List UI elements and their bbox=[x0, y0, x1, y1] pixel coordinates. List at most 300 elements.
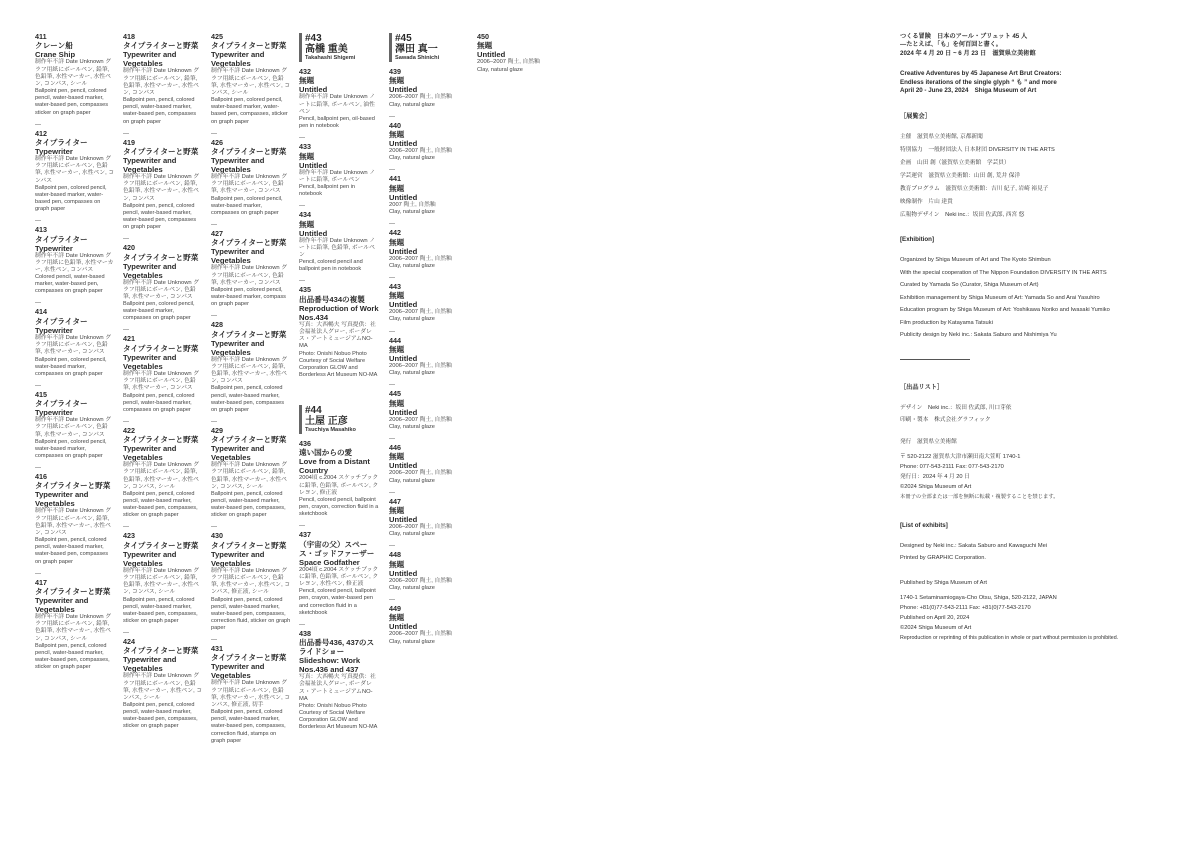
column-1 bbox=[35, 33, 115, 671]
title-en: Typewriter and Vegetables bbox=[123, 50, 177, 69]
title-en: Typewriter and Vegetables bbox=[35, 596, 89, 615]
title-jp: タイプライターと野菜 bbox=[211, 238, 287, 248]
title-jp: 出品番号436, 437のスライドショー bbox=[299, 638, 375, 657]
publisher-line: 発行 滋賀県立美術館 bbox=[900, 438, 957, 445]
entry-number: 450 bbox=[477, 32, 489, 41]
meta-jp: 制作年不詳 Date Unknown グラフ用紙にボールペン, 色鉛筆, 水性マーカー, コンパス bbox=[123, 370, 200, 392]
title-jp-line-2: —たとえば、「も」を何百回と書く。 bbox=[900, 41, 1002, 49]
entry-number: 438 bbox=[299, 628, 311, 638]
entry-number: 436 bbox=[299, 439, 311, 448]
credit-line: With the special cooperation of The Nippon Foundation DIVERSITY IN THE ARTS bbox=[900, 269, 1107, 276]
title-jp: タイプライター bbox=[35, 399, 88, 409]
entry-number: 419 bbox=[123, 137, 135, 147]
credit-line: Organized by Shiga Museum of Art and The Kyoto Shimbun bbox=[900, 257, 1051, 264]
meta-en: Ballpoint pen, pencil, colored pencil, water-based marker, water-based pen, compasses, sticker on graph paper bbox=[35, 642, 110, 671]
publisher-line: Published by Shiga Museum of Art bbox=[900, 579, 987, 586]
meta-en: Clay, natural glaze bbox=[389, 531, 435, 538]
entry-416 bbox=[35, 473, 115, 566]
entry-number: 418 bbox=[123, 32, 135, 41]
artist-number: #44 bbox=[305, 405, 322, 416]
artist-number: #45 bbox=[395, 33, 412, 44]
title-jp: 遠い国からの愛 bbox=[299, 448, 353, 458]
title-jp: 無題 bbox=[299, 76, 315, 86]
title-jp: タイプライターと野菜 bbox=[211, 653, 287, 663]
column-3 bbox=[211, 33, 291, 745]
meta-jp: 制作年不詳 Date Unknown グラフ用紙にボールペン, 鉛筆, 色鉛筆, 水性マーカー, 水性ペン, コンパス, シール bbox=[123, 567, 200, 596]
title-en: Untitled bbox=[389, 515, 418, 525]
separator: — bbox=[123, 524, 129, 531]
meta-jp: 制作年不詳 Date Unknown グラフ用紙にボールペン, 鉛筆, 色鉛筆, 水性マーカー, 水性ペン, コンパス bbox=[35, 508, 112, 537]
separator: — bbox=[389, 489, 395, 496]
entry-435 bbox=[299, 286, 379, 379]
entry-number: 413 bbox=[35, 225, 47, 235]
separator: — bbox=[299, 621, 305, 628]
column-2 bbox=[123, 33, 203, 731]
title-jp: 無題 bbox=[389, 183, 405, 193]
entry-448 bbox=[389, 551, 469, 592]
separator: — bbox=[389, 543, 395, 550]
entry-421 bbox=[123, 335, 203, 413]
entry-number: 425 bbox=[211, 32, 223, 41]
publisher-line: ©2024 Shiga Museum of Art bbox=[900, 483, 972, 490]
title-en: Untitled bbox=[389, 139, 418, 149]
entry-430 bbox=[211, 532, 291, 632]
meta-jp: 制作年不詳 Date Unknown グラフ用紙にボールペン, 色鉛筆, 水性マーカー, 水性ペン, コンパス, シール bbox=[211, 68, 291, 97]
meta-jp: 2006–2007 陶土, 自然釉 bbox=[389, 470, 452, 477]
entry-450 bbox=[477, 33, 557, 74]
meta-en: Ballpoint pen, colored pencil, water-based marker, water-based pen, compasses, sticker on graph paper bbox=[211, 97, 288, 125]
meta-en: Ballpoint pen, pencil, colored pencil, water-based marker, water-based pen, compasses, sticker on graph paper bbox=[211, 491, 286, 519]
separator: — bbox=[389, 274, 395, 281]
meta-en: Ballpoint pen, pencil, colored pencil, water-based marker, water-based pen, compasses, sticker on graph paper bbox=[123, 491, 198, 519]
title-jp: タイプライター bbox=[35, 138, 88, 147]
entry-445 bbox=[389, 390, 469, 431]
section-heading: ［展覧会］ bbox=[900, 113, 931, 121]
entry-422 bbox=[123, 427, 203, 520]
meta-en: Ballpoint pen, colored pencil, water-based marker, compasses on graph paper bbox=[123, 301, 195, 322]
separator: — bbox=[389, 113, 395, 120]
separator: — bbox=[123, 418, 129, 425]
title-jp: 無題 bbox=[477, 41, 493, 51]
title-en: Typewriter and Vegetables bbox=[35, 490, 89, 509]
title-en: Untitled bbox=[299, 228, 328, 238]
title-jp: 無題 bbox=[389, 506, 405, 516]
meta-jp: 2004頃 c.2004 スケッチブックに鉛筆, 色鉛筆, ボールペン, クレヨン, 水性ペン, 修正液 bbox=[299, 566, 379, 588]
title-jp: タイプライター bbox=[35, 316, 88, 326]
title-en: Typewriter bbox=[35, 243, 73, 253]
colophon bbox=[900, 33, 1170, 643]
separator: — bbox=[123, 130, 129, 137]
title-jp: 無題 bbox=[299, 219, 315, 229]
meta-en: Ballpoint pen, colored pencil, water-based marker, compasses on graph paper bbox=[211, 195, 283, 216]
artist-header-43 bbox=[299, 33, 379, 62]
credit-line: Publicity design by Neki inc.: Sakata Saburo and Nishimiya Yu bbox=[900, 332, 1057, 339]
publisher-line: ©2024 Shiga Museum of Art bbox=[900, 624, 972, 631]
entry-414 bbox=[35, 308, 115, 377]
title-en: Typewriter and Vegetables bbox=[123, 261, 177, 280]
title-en: Untitled bbox=[389, 192, 418, 202]
artist-name-jp: 土屋 正彦 bbox=[305, 416, 348, 427]
meta-en: Ballpoint pen, colored pencil, water-based marker, compasses on graph paper bbox=[35, 438, 107, 459]
meta-jp: 制作年不詳 Date Unknown グラフ用紙にボールペン, 色鉛筆, 水性マーカー, 水性ペン, コンパス, 修正液, 切手 bbox=[211, 680, 291, 709]
title-en: Untitled bbox=[389, 568, 418, 578]
meta-en: Photo: Onishi Nobuo Photo Courtesy of Social Welfare Corporation GLOW and Borderless Art Museum NO-MA bbox=[299, 350, 378, 378]
entry-438 bbox=[299, 630, 379, 732]
publisher-line: 〒 520-2122 滋賀県大津市瀬田南大萱町 1740-1 bbox=[900, 453, 1021, 460]
artist-name-jp: 澤田 真一 bbox=[395, 44, 438, 55]
column-6 bbox=[477, 33, 557, 74]
publisher-line: 発行日：2024 年 4 月 20 日 bbox=[900, 473, 970, 480]
entry-number: 424 bbox=[123, 636, 135, 646]
title-jp: 無題 bbox=[389, 344, 405, 354]
title-en: Untitled bbox=[389, 407, 418, 417]
meta-en: Clay, natural glaze bbox=[389, 209, 435, 216]
entry-number: 431 bbox=[211, 644, 223, 654]
title-jp: 無題 bbox=[389, 130, 405, 140]
meta-en: Ballpoint pen, colored pencil, water-based marker, compass on graph paper bbox=[211, 286, 286, 308]
entry-number: 414 bbox=[35, 307, 47, 317]
entry-number: 435 bbox=[299, 285, 311, 295]
entry-415 bbox=[35, 391, 115, 460]
title-en-line-1: Creative Adventures by 45 Japanese Art Brut Creators: bbox=[900, 70, 1062, 78]
meta-jp: 制作年不詳 Date Unknown グラフ用紙にボールペン, 色鉛筆, 水性マーカー, 水性ペン, コンパス, シール bbox=[123, 673, 203, 701]
entry-420 bbox=[123, 244, 203, 322]
entry-number: 422 bbox=[123, 425, 135, 435]
credit-line: 企画 山田 創（滋賀県立美術館 学芸員） bbox=[900, 160, 1010, 167]
artist-number: #43 bbox=[305, 33, 322, 44]
credit-line: Designed by Neki inc.: Sakata Saburo and Kawaguchi Mei bbox=[900, 542, 1048, 549]
entry-424 bbox=[123, 638, 203, 731]
meta-jp: 2006–2007 陶土, 自然釉 bbox=[389, 631, 452, 638]
publisher-line: Phone: +81(0)77-543-2111 Fax: +81(0)77-543-2170 bbox=[900, 604, 1031, 611]
meta-en: Pencil, colored pencil, ballpoint pen, crayon, water-based pen and correction fluid in a sketchbook bbox=[299, 588, 376, 616]
meta-en: Clay, natural glaze bbox=[389, 370, 435, 377]
credit-line: 主催 滋賀県立美術館, 京都新聞 bbox=[900, 134, 983, 141]
title-jp: タイプライターと野菜 bbox=[211, 540, 287, 550]
title-jp: 無題 bbox=[389, 613, 405, 623]
entry-449 bbox=[389, 605, 469, 646]
title-en: Untitled bbox=[389, 85, 418, 95]
entry-411 bbox=[35, 33, 115, 117]
entry-432 bbox=[299, 68, 379, 130]
title-jp: タイプライターと野菜 bbox=[123, 343, 199, 353]
entry-417 bbox=[35, 579, 115, 672]
meta-jp: 制作年不詳 Date Unknown グラフ用紙にボールペン, 鉛筆, 色鉛筆, 水性マーカー, 水性ペン, コンパス bbox=[123, 68, 200, 97]
title-en: Typewriter and Vegetables bbox=[211, 338, 265, 357]
entry-number: 434 bbox=[299, 210, 311, 220]
title-en-line-3: April 20 - June 23, 2024 Shiga Museum of Art bbox=[900, 87, 1037, 95]
meta-en: Clay, natural glaze bbox=[389, 423, 435, 430]
entry-436 bbox=[299, 440, 379, 518]
entry-437 bbox=[299, 531, 379, 616]
entry-number: 446 bbox=[389, 442, 401, 452]
title-en: Typewriter and Vegetables bbox=[211, 247, 265, 266]
section-heading: [List of exhibits] bbox=[900, 521, 948, 529]
title-jp-line-1: つくる冒険 日本のアール・ブリュット 45 人 bbox=[900, 33, 1028, 40]
meta-jp: 制作年不詳 Date Unknown グラフ用紙にボールペン, 鉛筆, 色鉛筆, 水性マーカー, 水性ペン, コンパス, シール bbox=[211, 462, 288, 490]
entry-447 bbox=[389, 498, 469, 539]
credit-line: 特別協力 一般財団法人 日本財団 DIVERSITY IN THE ARTS bbox=[900, 147, 1055, 154]
separator: — bbox=[389, 382, 395, 389]
meta-jp: 2006–2007 陶土, 自然釉 bbox=[389, 362, 452, 369]
title-jp: タイプライターと野菜 bbox=[123, 41, 199, 51]
meta-en: Clay, natural glaze bbox=[477, 66, 523, 73]
separator: — bbox=[299, 203, 305, 210]
separator: — bbox=[35, 465, 41, 472]
entry-number: 420 bbox=[123, 243, 135, 253]
separator: — bbox=[299, 278, 305, 285]
entry-429 bbox=[211, 427, 291, 520]
artist-name-en: Sawada Shinichi bbox=[395, 55, 440, 61]
entry-number: 443 bbox=[389, 281, 401, 291]
credit-line: 教育プログラム 滋賀県立美術館：吉川 紀子, 岩崎 裕見子 bbox=[900, 186, 1049, 193]
entry-number: 445 bbox=[389, 389, 401, 399]
title-en: Typewriter and Vegetables bbox=[211, 662, 265, 681]
entry-number: 433 bbox=[299, 142, 311, 152]
meta-jp: 制作年不詳 Date Unknown グラフ用紙にボールペン, 鉛筆, 色鉛筆, 水性マーカー, 水性ペン, コンパス bbox=[123, 174, 200, 202]
title-jp: 無題 bbox=[389, 398, 405, 408]
entry-443 bbox=[389, 283, 469, 324]
meta-en: Clay, natural glaze bbox=[389, 316, 435, 323]
meta-en: Pencil, ballpoint pen, oil-based pen in notebook bbox=[299, 116, 375, 130]
separator: — bbox=[35, 570, 41, 577]
credit-line: 印刷・製本 株式会社グラフィック bbox=[900, 417, 991, 424]
meta-en: Ballpoint pen, pencil, colored pencil, water-based marker, water-based pen, compasses sticker on graph paper bbox=[35, 88, 109, 116]
artist-name-en: Tsuchiya Masahiko bbox=[305, 427, 356, 433]
entry-427 bbox=[211, 230, 291, 308]
title-jp: 出品番号434の複製 bbox=[299, 294, 365, 304]
entry-number: 415 bbox=[35, 389, 47, 399]
meta-en: Clay, natural glaze bbox=[389, 101, 435, 108]
meta-jp: 制作年不詳 Date Unknown グラフ用紙にボールペン, 色鉛筆, 水性マーカー, コンパス bbox=[123, 279, 200, 300]
entry-number: 442 bbox=[389, 228, 401, 238]
title-en: Untitled bbox=[299, 160, 328, 170]
entry-444 bbox=[389, 337, 469, 378]
title-en: Typewriter and Vegetables bbox=[123, 156, 177, 174]
title-jp: タイプライターと野菜 bbox=[35, 481, 111, 491]
title-en: Crane Ship bbox=[35, 50, 76, 60]
entry-number: 440 bbox=[389, 120, 401, 130]
entry-number: 448 bbox=[389, 550, 401, 560]
entry-433 bbox=[299, 143, 379, 198]
credit-line: 学芸運営 滋賀県立美術館：山田 創, 荒井 保洋 bbox=[900, 173, 1021, 180]
title-en: Untitled bbox=[477, 50, 506, 60]
title-jp: タイプライターと野菜 bbox=[123, 435, 199, 445]
meta-en: Clay, natural glaze bbox=[389, 638, 435, 645]
meta-en: Ballpoint pen, pencil, colored pencil, water-based marker, water-based pen, compasses on graph paper bbox=[123, 97, 197, 125]
separator: — bbox=[389, 221, 395, 228]
credit-line: デザイン Neki inc.：坂田 佐武郎, 川口芽依 bbox=[900, 404, 1012, 411]
artist-name-jp: 高橋 重美 bbox=[305, 44, 348, 55]
entry-number: 444 bbox=[389, 335, 401, 345]
entry-413 bbox=[35, 226, 115, 295]
credit-line: Film production by Katayama Tatsuki bbox=[900, 319, 993, 326]
entry-412 bbox=[35, 130, 115, 214]
title-jp: タイプライター bbox=[35, 234, 88, 244]
section-heading: ［出品リスト］ bbox=[900, 383, 944, 391]
meta-en: Clay, natural glaze bbox=[389, 477, 435, 484]
title-jp: （宇宙の父）スペース・ゴッドファーザー bbox=[299, 539, 375, 558]
title-en: Untitled bbox=[299, 85, 328, 95]
separator: — bbox=[211, 313, 217, 320]
entry-434 bbox=[299, 211, 379, 273]
title-jp: タイプライターと野菜 bbox=[211, 147, 287, 156]
title-en: Typewriter bbox=[35, 408, 73, 418]
title-en: Typewriter and Vegetables bbox=[211, 444, 265, 463]
title-en: Untitled bbox=[389, 300, 418, 310]
title-en: Typewriter bbox=[35, 325, 73, 335]
title-jp: タイプライターと野菜 bbox=[123, 540, 199, 550]
meta-jp: 2006–2007 陶土, 自然釉 bbox=[477, 59, 540, 66]
meta-en: Colored pencil, water-based marker, water-based pen, compasses on graph paper bbox=[35, 274, 105, 295]
entry-number: 429 bbox=[211, 425, 223, 435]
separator: — bbox=[211, 130, 217, 137]
publisher-line: Published on April 20, 2024 bbox=[900, 614, 970, 621]
meta-jp: 制作年不詳 Date Unknown ノートに鉛筆, ボールペン bbox=[299, 169, 376, 183]
entry-number: 430 bbox=[211, 531, 223, 541]
credit-line: Education program by Shiga Museum of Art: Yoshikawa Noriko and Iwasaki Yumiko bbox=[900, 307, 1110, 314]
meta-en: Ballpoint pen, colored pencil, water-based marker, water-based pen, compasses on graph paper bbox=[35, 184, 107, 213]
meta-jp: 2006–2007 陶土, 自然釉 bbox=[389, 255, 452, 262]
separator: — bbox=[389, 435, 395, 442]
entry-425 bbox=[211, 33, 291, 126]
title-en: Typewriter and Vegetables bbox=[211, 549, 265, 568]
meta-jp: 2006–2007 陶土, 自然釉 bbox=[389, 148, 452, 155]
separator: — bbox=[389, 328, 395, 335]
entry-number: 426 bbox=[211, 137, 223, 147]
meta-jp: 制作年不詳 Date Unknown グラフ用紙にボールペン, 色鉛筆, 水性マーカー, コンパス bbox=[211, 265, 288, 286]
meta-en: Ballpoint pen, pencil, colored pencil, water-based marker, water-based pen, compasses, sticker on graph paper bbox=[123, 702, 198, 730]
title-en-line-2: Endless iterations of the single glyph “ も ” and more bbox=[900, 78, 1057, 86]
meta-en: Pencil, colored pencil, ballpoint pen, crayon, correction fluid in a sketchbook bbox=[299, 497, 379, 518]
title-jp-line-3: 2024 年 4 月 20 日 ~ 6 月 23 日 滋賀県立美術館 bbox=[900, 49, 1036, 57]
meta-jp: 2006–2007 陶土, 自然釉 bbox=[389, 94, 452, 101]
meta-jp: 2004頃 c.2004 スケッチブックに鉛筆, 色鉛筆, ボールペン, クレヨン, 修正液 bbox=[299, 475, 379, 496]
title-jp: タイプライターと野菜 bbox=[123, 646, 199, 656]
title-jp: タイプライターと野菜 bbox=[211, 41, 287, 51]
title-jp: クレーン船 bbox=[35, 41, 73, 51]
meta-jp: 2006–2007 陶土, 自然釉 bbox=[389, 309, 452, 316]
entry-number: 447 bbox=[389, 496, 401, 506]
meta-jp: 2007 陶土, 自然釉 bbox=[389, 201, 436, 208]
entry-423 bbox=[123, 532, 203, 625]
title-en: Typewriter and Vegetables bbox=[123, 352, 177, 371]
title-jp: 無題 bbox=[299, 151, 315, 161]
meta-en: Pencil, ballpoint pen in notebook bbox=[299, 184, 355, 198]
entry-number: 427 bbox=[211, 228, 223, 238]
separator: — bbox=[123, 236, 129, 243]
entry-number: 421 bbox=[123, 334, 135, 344]
entry-441 bbox=[389, 175, 469, 216]
meta-en: Ballpoint pen, pencil, colored pencil, water-based marker, water-based pen, compasses on graph paper bbox=[123, 202, 197, 231]
meta-jp: 制作年不詳 Date Unknown グラフ用紙にボールペン, 色鉛筆, 水性マーカー, 水性ペン, コンパス, 修正液, シール bbox=[211, 567, 291, 596]
meta-jp: 制作年不詳 Date Unknown グラフ用紙にボールペン, 色鉛筆, 水性マーカー, コンパス bbox=[211, 174, 288, 195]
entry-428 bbox=[211, 321, 291, 414]
artist-header-45 bbox=[389, 33, 469, 62]
separator: — bbox=[211, 418, 217, 425]
meta-en: Ballpoint pen, pencil, colored pencil, water-based marker, water-based pen, compasses, correction fluid, sticker on graph paper bbox=[211, 596, 291, 631]
separator: — bbox=[35, 218, 41, 225]
meta-jp: 2006–2007 陶土, 自然釉 bbox=[389, 577, 452, 584]
publisher-line: 1740-1 Setaminamiogaya-Cho Otsu, Shiga, 520-2122, JAPAN bbox=[900, 594, 1057, 601]
credit-line: 広報物デザイン Neki inc.：坂田 佐武郎, 西宮 悠 bbox=[900, 212, 1025, 219]
title-en: Untitled bbox=[389, 461, 418, 471]
entry-number: 416 bbox=[35, 472, 47, 482]
title-en: Untitled bbox=[389, 353, 418, 363]
title-jp: タイプライターと野菜 bbox=[123, 252, 199, 262]
meta-jp: 制作年不詳 Date Unknown グラフ用紙にボールペン, 鉛筆, 色鉛筆, 水性マーカー, 水性ペン, コンパス, シール bbox=[123, 462, 200, 490]
separator: — bbox=[299, 523, 305, 530]
meta-en: Ballpoint pen, colored pencil, water-based marker, compasses on graph paper bbox=[35, 356, 107, 377]
meta-jp: 制作年不詳 Date Unknown ノートに鉛筆, 色鉛筆, ボールペン bbox=[299, 237, 376, 259]
entry-number: 432 bbox=[299, 67, 311, 76]
title-jp: タイプライターと野菜 bbox=[123, 147, 199, 156]
meta-jp: 制作年不詳 Date Unknown グラフ用紙にボールペン, 色鉛筆, 水性マーカー, 水性ペン, コンパス bbox=[35, 156, 115, 184]
meta-jp: 写真：大西暢夫 写真提供：社会福祉法人グロー, ボーダレス・アートミュージアムNO-MA bbox=[299, 674, 376, 702]
entry-431 bbox=[211, 645, 291, 745]
separator: — bbox=[35, 300, 41, 307]
entry-number: 411 bbox=[35, 32, 47, 41]
title-en: Reproduction of Work Nos.434 bbox=[299, 303, 379, 322]
meta-jp: 制作年不詳 Date Unknown グラフ用紙にボールペン, 色鉛筆, 水性マーカー, コンパス bbox=[35, 417, 112, 438]
title-jp: 無題 bbox=[389, 559, 405, 569]
entry-number: 412 bbox=[35, 128, 47, 138]
meta-jp: 制作年不詳 Date Unknown グラフ用紙にボールペン, 鉛筆, 色鉛筆, 水性マーカー, 水性ペン, コンパス, シール bbox=[35, 614, 112, 642]
title-en: Typewriter and Vegetables bbox=[211, 156, 265, 174]
meta-jp: 2006–2007 陶土, 自然釉 bbox=[389, 524, 452, 531]
title-en: Love from a Distant Country bbox=[299, 457, 370, 476]
meta-jp: 制作年不詳 Date Unknown グラフ用紙にボールペン, 鉛筆, 色鉛筆, 水性マーカー, 水性ペン, コンパス bbox=[211, 356, 288, 385]
credit-line: Printed by GRAPHIC Corporation. bbox=[900, 555, 986, 562]
meta-en: Photo: Onishi Nobuo Photo Courtesy of Social Welfare Corporation GLOW and Borderless Art Museum NO-MA bbox=[299, 702, 378, 731]
meta-en: Ballpoint pen, pencil, colored pencil, water-based marker, water-based pen, compasses on graph paper bbox=[211, 385, 285, 413]
entry-426 bbox=[211, 139, 291, 217]
separator: — bbox=[389, 167, 395, 174]
publisher-line: 本冊子の全部または一部を無断に転載・複製することを禁じます。 bbox=[900, 493, 1059, 500]
column-4 bbox=[299, 33, 379, 731]
separator: — bbox=[35, 382, 41, 389]
title-jp: タイプライターと野菜 bbox=[35, 587, 111, 597]
credit-line: Curated by Yamada So (Curator, Shiga Museum of Art) bbox=[900, 282, 1039, 289]
separator: — bbox=[123, 327, 129, 334]
title-en: Typewriter and Vegetables bbox=[211, 50, 265, 69]
title-en: Slideshow: Work Nos.436 and 437 bbox=[299, 656, 361, 675]
entry-440 bbox=[389, 122, 469, 163]
meta-en: Pencil, colored pencil and ballpoint pen in notebook bbox=[299, 259, 363, 273]
separator: — bbox=[211, 524, 217, 531]
title-jp: 無題 bbox=[389, 237, 405, 247]
meta-jp: 写真：大西暢夫 写真提供：社会福祉法人グロー, ボーダレス・アートミュージアムNO-MA bbox=[299, 321, 376, 350]
entry-number: 449 bbox=[389, 604, 401, 614]
title-en: Untitled bbox=[389, 622, 418, 632]
title-en: Typewriter and Vegetables bbox=[123, 549, 177, 568]
meta-en: Ballpoint pen, pencil, colored pencil, water-based marker, water-based pen, compasses, correction fluid, stamps on graph paper bbox=[211, 709, 286, 744]
title-en: Typewriter bbox=[35, 147, 73, 156]
publisher-line: Reproduction or reprinting of this publication in whole or part without permission is prohibited. bbox=[900, 634, 1119, 641]
publisher-line: Phone: 077-543-2111 Fax: 077-543-2170 bbox=[900, 463, 1004, 470]
entry-418 bbox=[123, 33, 203, 126]
separator: — bbox=[389, 597, 395, 604]
credit-line: Exhibition management by Shiga Museum of Art: Yamada So and Arai Yasuhiro bbox=[900, 294, 1100, 301]
title-jp: タイプライターと野菜 bbox=[211, 329, 287, 339]
credit-line: 映像制作 片山 達貴 bbox=[900, 199, 953, 206]
entry-number: 417 bbox=[35, 577, 47, 587]
meta-jp: 制作年不詳 Date Unknown グラフ用紙にボールペン, 鉛筆, 色鉛筆, 水性マーカー, 水性ペン, コンパス, シール bbox=[35, 59, 112, 88]
title-jp: 無題 bbox=[389, 76, 405, 86]
entry-442 bbox=[389, 229, 469, 270]
entry-number: 441 bbox=[389, 174, 401, 184]
title-en: Space Godfather bbox=[299, 557, 360, 567]
